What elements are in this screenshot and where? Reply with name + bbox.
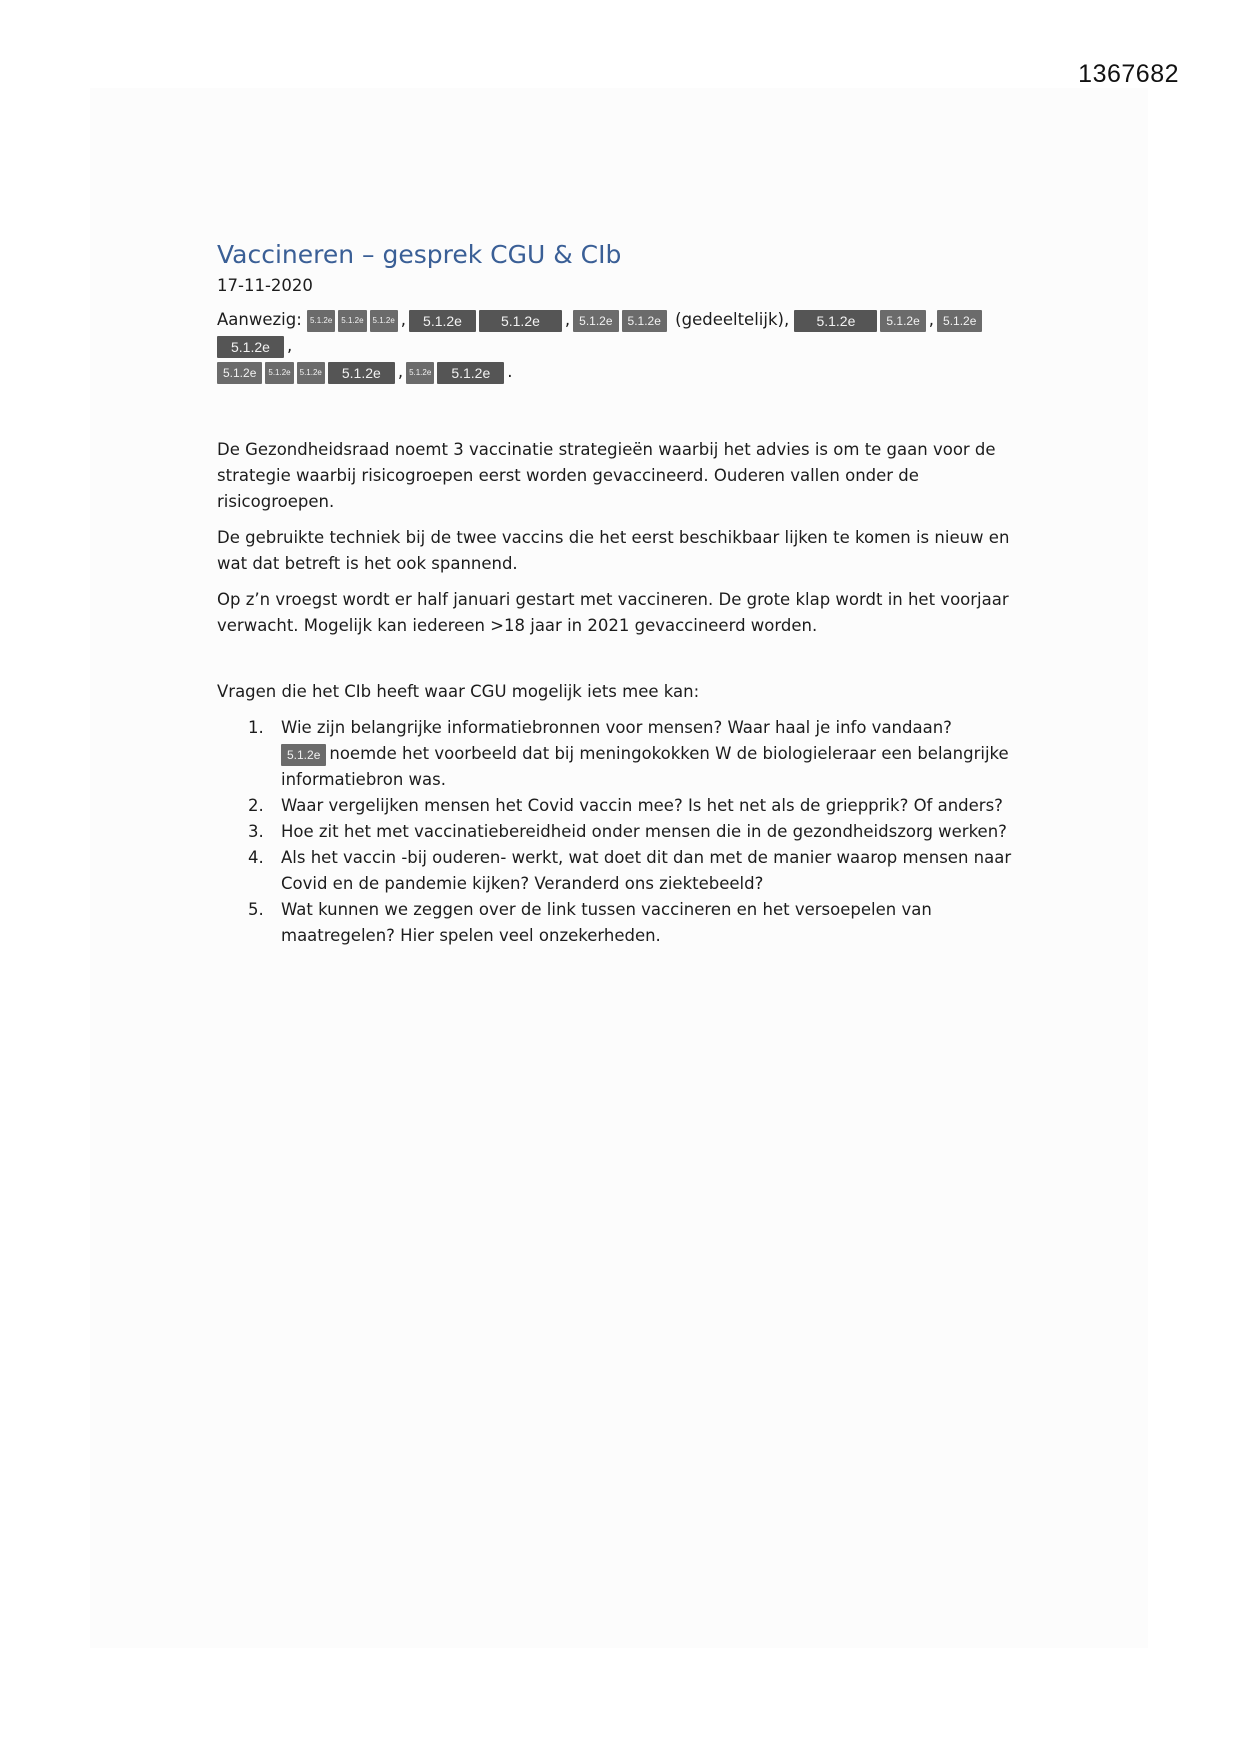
redaction-box: 5.1.2e (479, 310, 562, 332)
questions-intro: Vragen die het CIb heeft waar CGU mogelijk iets mee kan: (217, 682, 700, 701)
separator-comma: , (397, 362, 404, 381)
separator-comma: , (564, 310, 571, 329)
document-body (217, 238, 1037, 949)
question-text: Als het vaccin -bij ouderen- werkt, wat doet dit dan met de manier waarop mensen naar Covid en de pandemie kijken? Veranderd ons ziektebeeld? (281, 848, 1012, 893)
attendees-label: Aanwezig: (217, 310, 302, 329)
questions-list (217, 715, 1037, 949)
redaction-box: 5.1.2e (265, 362, 293, 384)
redaction-box: 5.1.2e (307, 310, 335, 332)
redaction-box: 5.1.2e (281, 744, 326, 766)
list-number: 3. (248, 822, 264, 841)
list-number: 1. (248, 718, 264, 737)
redaction-box: 5.1.2e (409, 310, 476, 332)
separator-comma: , (928, 310, 935, 329)
redaction-box: 5.1.2e (437, 362, 504, 384)
redaction-box: 5.1.2e (217, 336, 284, 358)
question-text: Wie zijn belangrijke informatiebronnen voor mensen? Waar haal je info vandaan? (281, 718, 952, 737)
redaction-box: 5.1.2e (573, 310, 618, 332)
question-text: Waar vergelijken mensen het Covid vaccin mee? Is het net als de griepprik? Of anders? (281, 796, 1003, 815)
list-number: 2. (248, 796, 264, 815)
list-item (217, 715, 1037, 793)
redaction-box: 5.1.2e (880, 310, 925, 332)
list-item (217, 897, 1037, 949)
redaction-box: 5.1.2e (406, 362, 434, 384)
question-text: Wat kunnen we zeggen over de link tussen vaccineren en het versoepelen van maatregelen? Hier spelen veel onzekerheden. (281, 900, 932, 945)
redaction-box: 5.1.2e (297, 362, 325, 384)
list-item (217, 793, 1037, 819)
list-number: 5. (248, 900, 264, 919)
redaction-box: 5.1.2e (328, 362, 395, 384)
separator-comma: , (400, 310, 407, 329)
redaction-box: 5.1.2e (217, 362, 262, 384)
question-text: Hoe zit het met vaccinatiebereidheid onder mensen die in de gezondheidszorg werken? (281, 822, 1007, 841)
list-item (217, 819, 1037, 845)
partial-note: (gedeeltelijk), (675, 310, 790, 329)
paragraph: De gebruikte techniek bij de twee vaccins die het eerst beschikbaar lijken te komen is nieuw en wat dat betreft is het ook spannend. (217, 528, 1010, 573)
list-item (217, 845, 1037, 897)
paragraph: Op z’n vroegst wordt er half januari gestart met vaccineren. De grote klap wordt in het voorjaar verwacht. Mogelijk kan iedereen >18 jaar in 2021 gevaccineerd worden. (217, 590, 1009, 635)
list-number: 4. (248, 848, 264, 867)
document-title: Vaccineren – gesprek CGU & CIb (217, 240, 622, 269)
attendees-line (217, 307, 1037, 385)
redaction-box: 5.1.2e (622, 310, 667, 332)
separator-period: . (507, 362, 513, 381)
paragraph: De Gezondheidsraad noemt 3 vaccinatie strategieën waarbij het advies is om te gaan voor de strategie waarbij risicogroepen eerst worden gevaccineerd. Ouderen vallen onder de risicogroepen. (217, 440, 996, 511)
separator-comma: , (286, 336, 293, 355)
question-text: noemde het voorbeeld dat bij meningokokken W de biologieleraar een belangrijke informatiebron was. (281, 744, 1009, 789)
redaction-box: 5.1.2e (338, 310, 366, 332)
redaction-box: 5.1.2e (937, 310, 982, 332)
redaction-box: 5.1.2e (794, 310, 877, 332)
document-id: 1367682 (1078, 60, 1179, 88)
document-date: 17-11-2020 (217, 276, 313, 295)
redaction-box: 5.1.2e (370, 310, 398, 332)
